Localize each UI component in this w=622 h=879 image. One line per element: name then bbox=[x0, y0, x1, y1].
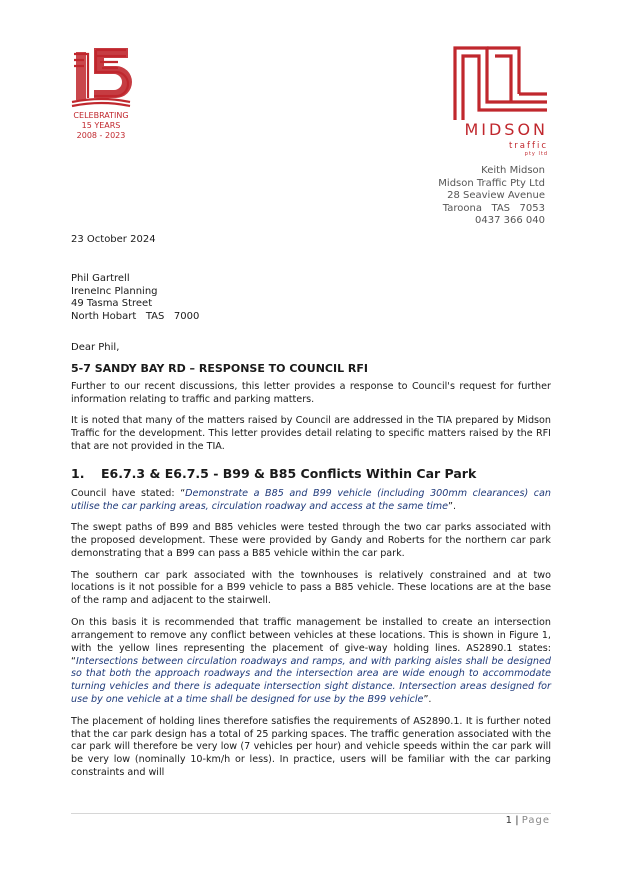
anniversary-text bbox=[58, 111, 144, 141]
letter-subject: 5-7 SANDY BAY RD – RESPONSE TO COUNCIL RFI bbox=[71, 362, 368, 375]
body-paragraph: Further to our recent discussions, this letter provides a response to Council's request for further information relating to traffic and parking matters. bbox=[71, 381, 551, 405]
recipient-line: 49 Tasma Street bbox=[71, 298, 153, 310]
section-title: E6.7.3 & E6.7.5 - B99 & B85 Conflicts Within Car Park bbox=[101, 466, 477, 482]
fifteen-years-logo-icon bbox=[70, 44, 132, 108]
sender-line: Taroona TAS 7053 bbox=[442, 202, 545, 214]
salutation: Dear Phil, bbox=[71, 342, 120, 353]
sender-line: 28 Seaview Avenue bbox=[447, 190, 545, 202]
quote-text: Intersections between circulation roadways and ramps, and with parking aisles shall be designed so that both the approach roadways and the intersection area are wide enough to accommodate turning vehicles and there is adequate intersection sight distance. Intersection areas designed for use by one vehicle at a time shall be designed for use by the B99 vehicle bbox=[71, 655, 551, 706]
recipient-line: IreneInc Planning bbox=[71, 285, 158, 297]
body-paragraph: The swept paths of B99 and B85 vehicles were tested through the two car parks associated with the proposed development. These were provided by Gandy and Roberts for the northern car park demonstrating that a B99 can pass a B85 vehicle within the car park. bbox=[71, 522, 551, 560]
letter-date: 23 October 2024 bbox=[71, 234, 156, 245]
body-paragraph bbox=[71, 488, 551, 514]
footer-divider bbox=[71, 813, 551, 814]
body-paragraph: The placement of holding lines therefore satisfies the requirements of AS2890.1. It is further noted that the car park design has a total of 25 parking spaces. The traffic generation associated with the car park will therefore be very low (7 vehicles per hour) and vehicle speeds within the car park will be very low (nominally 10-km/h or less). In practice, users will be familiar with the car parking constraints and will bbox=[71, 715, 551, 779]
section-heading bbox=[71, 466, 551, 481]
letter-body bbox=[71, 381, 551, 789]
recipient-line: North Hobart TAS 7000 bbox=[71, 310, 200, 322]
section-number: 1. bbox=[71, 466, 85, 482]
sender-line: 0437 366 040 bbox=[475, 215, 545, 227]
sender-address bbox=[380, 165, 545, 228]
quote-text: Demonstrate a B85 and B99 vehicle (including 300mm clearances) can utilise the car parking areas, circulation roadway and access at the same time bbox=[71, 488, 551, 512]
body-paragraph: It is noted that many of the matters raised by Council are addressed in the TIA prepared by Midson Traffic for the development. This letter provides detail relating to specific matters raised by the RFI that are not provided in the TIA. bbox=[71, 415, 551, 453]
text-run: On this basis it is recommended that traffic management be installed to create an intersection arrangement to remove any conflict between vehicles at these locations. This is shown in Figure 1, with the yellow lines representing the placement of give-way holding lines. AS2890.1 states: “ bbox=[71, 616, 551, 667]
brand-sub: traffic bbox=[508, 141, 548, 151]
recipient-line: Phil Gartrell bbox=[71, 273, 130, 284]
anniversary-line-1: CELEBRATING bbox=[73, 111, 129, 120]
brand-small: pty ltd bbox=[524, 151, 548, 157]
body-paragraph: The southern car park associated with the townhouses is relatively constrained and at two locations is it not possible for a B99 vehicle to pass a B85 vehicle. These locations are at the base of the ramp and adjacent to the stairwell. bbox=[71, 569, 551, 607]
text-run: Council have stated: “ bbox=[71, 488, 186, 500]
footer-separator: | bbox=[512, 815, 522, 826]
page-label: Page bbox=[521, 815, 550, 826]
recipient-address bbox=[71, 273, 199, 323]
text-run: ”. bbox=[448, 500, 457, 512]
brand-name: MIDSON bbox=[464, 120, 548, 139]
body-paragraph bbox=[71, 617, 551, 707]
sender-line: Keith Midson bbox=[481, 165, 545, 176]
text-run: ”. bbox=[423, 694, 432, 706]
page-footer bbox=[440, 815, 550, 826]
anniversary-line-3: 2008 - 2023 bbox=[76, 131, 126, 140]
sender-line: Midson Traffic Pty Ltd bbox=[438, 177, 545, 189]
midson-traffic-logo-icon bbox=[453, 42, 549, 120]
anniversary-line-2: 15 YEARS bbox=[81, 121, 121, 130]
page-number: 1 bbox=[505, 815, 513, 826]
